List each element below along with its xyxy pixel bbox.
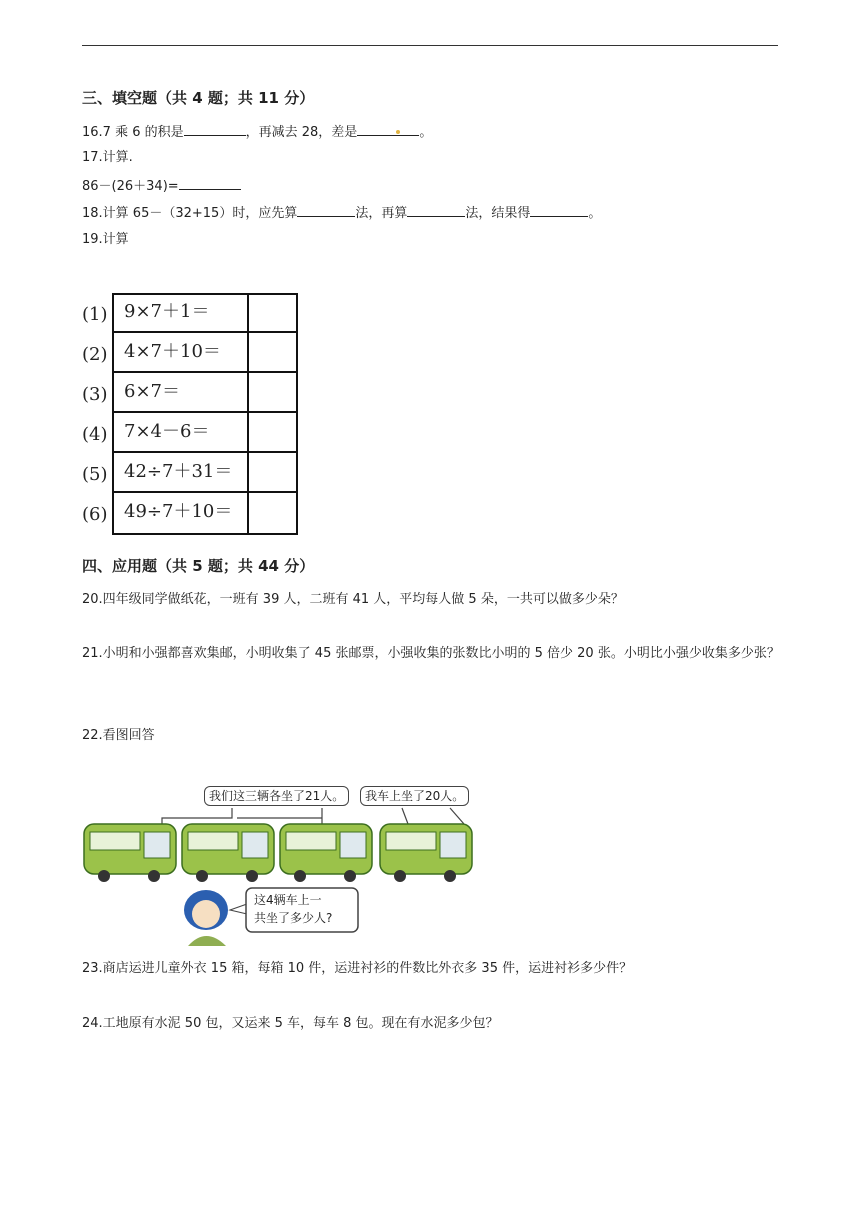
q17-blank[interactable] <box>179 176 241 190</box>
section-3-title: 三、填空题（共 4 题；共 11 分） <box>82 89 315 107</box>
question-19-title: 19.计算 <box>82 232 129 247</box>
row-number: (4) <box>82 424 108 445</box>
bus-icon <box>280 824 372 882</box>
row-number: (6) <box>82 504 108 525</box>
q18-text-2: 法，再算 <box>355 206 408 221</box>
q18-text-3: 法，结果得 <box>465 206 531 221</box>
bus-illustration <box>82 780 482 950</box>
question-23: 23.商店运进儿童外衣 15 箱，每箱 10 件，运进衬衫的件数比外衣多 35 件，运进衬衫多少件？ <box>82 961 633 976</box>
question-17-title: 17.计算. <box>82 150 133 165</box>
expression-cell: 49÷7＋10＝ <box>112 493 249 533</box>
row-number: (1) <box>82 304 108 325</box>
bus-icon <box>380 824 472 882</box>
answer-cell[interactable] <box>249 413 298 453</box>
question-16 <box>82 122 432 142</box>
question-17-expr <box>82 176 241 196</box>
question-24: 24.工地原有水泥 50 包，又运来 5 车，每车 8 包。现在有水泥多少包？ <box>82 1016 499 1031</box>
row-number: (2) <box>82 344 108 365</box>
expression-cell: 7×4－6＝ <box>112 413 249 453</box>
q16-blank-2[interactable] <box>357 122 419 136</box>
q16-text-1: 16.7 乘 6 的积是 <box>82 125 184 140</box>
q18-blank-2[interactable] <box>407 203 465 217</box>
answer-cell[interactable] <box>249 293 298 333</box>
row-number: (5) <box>82 464 108 485</box>
q18-blank-1[interactable] <box>297 203 355 217</box>
expression-cell: 9×7＋1＝ <box>112 293 249 333</box>
answer-cell[interactable] <box>249 453 298 493</box>
answer-cell[interactable] <box>249 373 298 413</box>
question-22-title: 22.看图回答 <box>82 728 155 743</box>
q16-text-3: 。 <box>419 125 433 140</box>
question-18 <box>82 203 601 223</box>
bus-icon <box>84 824 176 882</box>
expression-cell: 42÷7＋31＝ <box>112 453 249 493</box>
q16-blank-1[interactable] <box>184 122 246 136</box>
girl-icon <box>184 890 228 946</box>
expression-cell: 6×7＝ <box>112 373 249 413</box>
answer-cell[interactable] <box>249 333 298 373</box>
expression-cell: 4×7＋10＝ <box>112 333 249 373</box>
q17-expression: 86－(26＋34)= <box>82 179 179 194</box>
girl-speech-line-1: 这4辆车上一 <box>254 893 322 907</box>
q16-text-2: ，再减去 28，差是 <box>245 125 358 140</box>
stray-mark <box>396 130 400 134</box>
row-number: (3) <box>82 384 108 405</box>
bus-icon <box>182 824 274 882</box>
answer-cell[interactable] <box>249 493 298 533</box>
header-rule <box>82 45 778 46</box>
speech-bubble-one-bus: 我车上坐了20人。 <box>360 786 469 806</box>
q18-text-1: 18.计算 65－（32+15）时，应先算 <box>82 206 298 221</box>
girl-speech <box>254 891 332 927</box>
q18-text-4: 。 <box>588 206 602 221</box>
question-20: 20.四年级同学做纸花，一班有 39 人，二班有 41 人，平均每人做 5 朵，一共可以做多少朵？ <box>82 592 624 607</box>
girl-speech-line-2: 共坐了多少人? <box>254 911 333 925</box>
question-21: 21.小明和小强都喜欢集邮，小明收集了 45 张邮票，小强收集的张数比小明的 5 倍少 20 张。小明比小强少收集多少张？ <box>82 646 780 661</box>
q18-blank-3[interactable] <box>530 203 588 217</box>
section-4-title: 四、应用题（共 5 题；共 44 分） <box>82 557 315 575</box>
speech-bubble-three-buses: 我们这三辆各坐了21人。 <box>204 786 349 806</box>
